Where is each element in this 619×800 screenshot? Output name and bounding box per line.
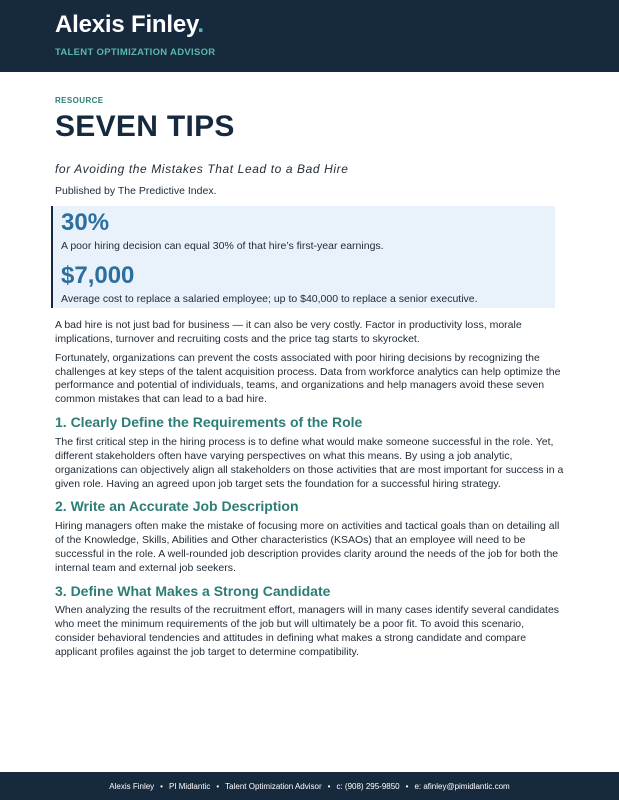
advisor-role: TALENT OPTIMIZATION ADVISOR [55,47,216,58]
footer-name: Alexis Finley [109,781,155,791]
footer-separator: • [216,781,220,791]
section-body: The first critical step in the hiring process is to define what would make someone successful in the role. Yet, different stakeholders often have varying perspectives on what this means. By using a job analytic, organizations can objectively align all stakeholders on those activities that are most important for success in a given role. Having an agreed upon job target sets the foundation for a successful hiring strategy. [55,435,564,490]
stat-item [61,263,555,306]
publisher-line: Published by The Predictive Index. [55,185,217,197]
section-body: When analyzing the results of the recruitment effort, managers will in many cases identify several candidates who meet the minimum requirements of the job but will ultimately be a poor fit. To avoid this scenario, consider behavioral tendencies and attitudes in defining what makes a strong candidate and compare applicant profiles against the job target to determine compatibility. [55,604,560,658]
advisor-name-dot: . [197,11,204,38]
document-body [55,96,565,660]
eyebrow-label: RESOURCE [55,96,104,105]
footer-company: PI Midlantic [168,781,211,791]
stat-value: $7,000 [61,261,135,289]
footer-separator: • [405,781,409,791]
page-header [0,0,619,72]
stats-callout [51,206,555,308]
document-subtitle: for Avoiding the Mistakes That Lead to a Bad Hire [55,162,349,176]
advisor-name [55,11,204,39]
footer-separator: • [160,781,163,791]
intro-paragraph: Fortunately, organizations can prevent the costs associated with poor hiring decisions by recognizing the challenges at key steps of the talent acquisition process. Data from workforce analytics can help optimize the performance and potential of individuals, teams, and organizations and help managers avoid these seven common mistakes that can lead to a bad hire. [55,351,561,406]
stat-description: Average cost to replace a salaried employee; up to $40,000 to replace a senior executive. [61,293,478,306]
stat-value: 30% [61,209,110,236]
section-heading: 3. Define What Makes a Strong Candidate [55,582,331,599]
footer-email[interactable]: e: afinley@pimidlantic.com [414,781,510,791]
section-body: Hiring managers often make the mistake of focusing more on activities and tactical goals than on detailing all of the Knowledge, Skills, Abilities and Other characteristics (KSAOs) that an employee will need to be successful in the role. A well-rounded job description provides clarity around the needs of the job for both the internal team and external job seekers. [55,520,560,574]
stat-item [61,210,555,253]
section-heading: 1. Clearly Define the Requirements of the Role [55,414,363,431]
intro-paragraph: A bad hire is not just bad for business — it can also be very costly. Factor in productivity loss, morale implications, turnover and recruiting costs and the price tag starts to skyrocket. [55,318,522,345]
document-title: SEVEN TIPS [55,110,235,143]
footer-separator: • [327,781,331,791]
page-footer [0,772,619,800]
advisor-name-text: Alexis Finley [55,11,198,38]
footer-role: Talent Optimization Advisor [225,781,322,791]
section-heading: 2. Write an Accurate Job Description [55,498,299,515]
footer-phone: c: (908) 295-9850 [336,781,400,791]
stat-description: A poor hiring decision can equal 30% of that hire’s first-year earnings. [61,240,384,253]
